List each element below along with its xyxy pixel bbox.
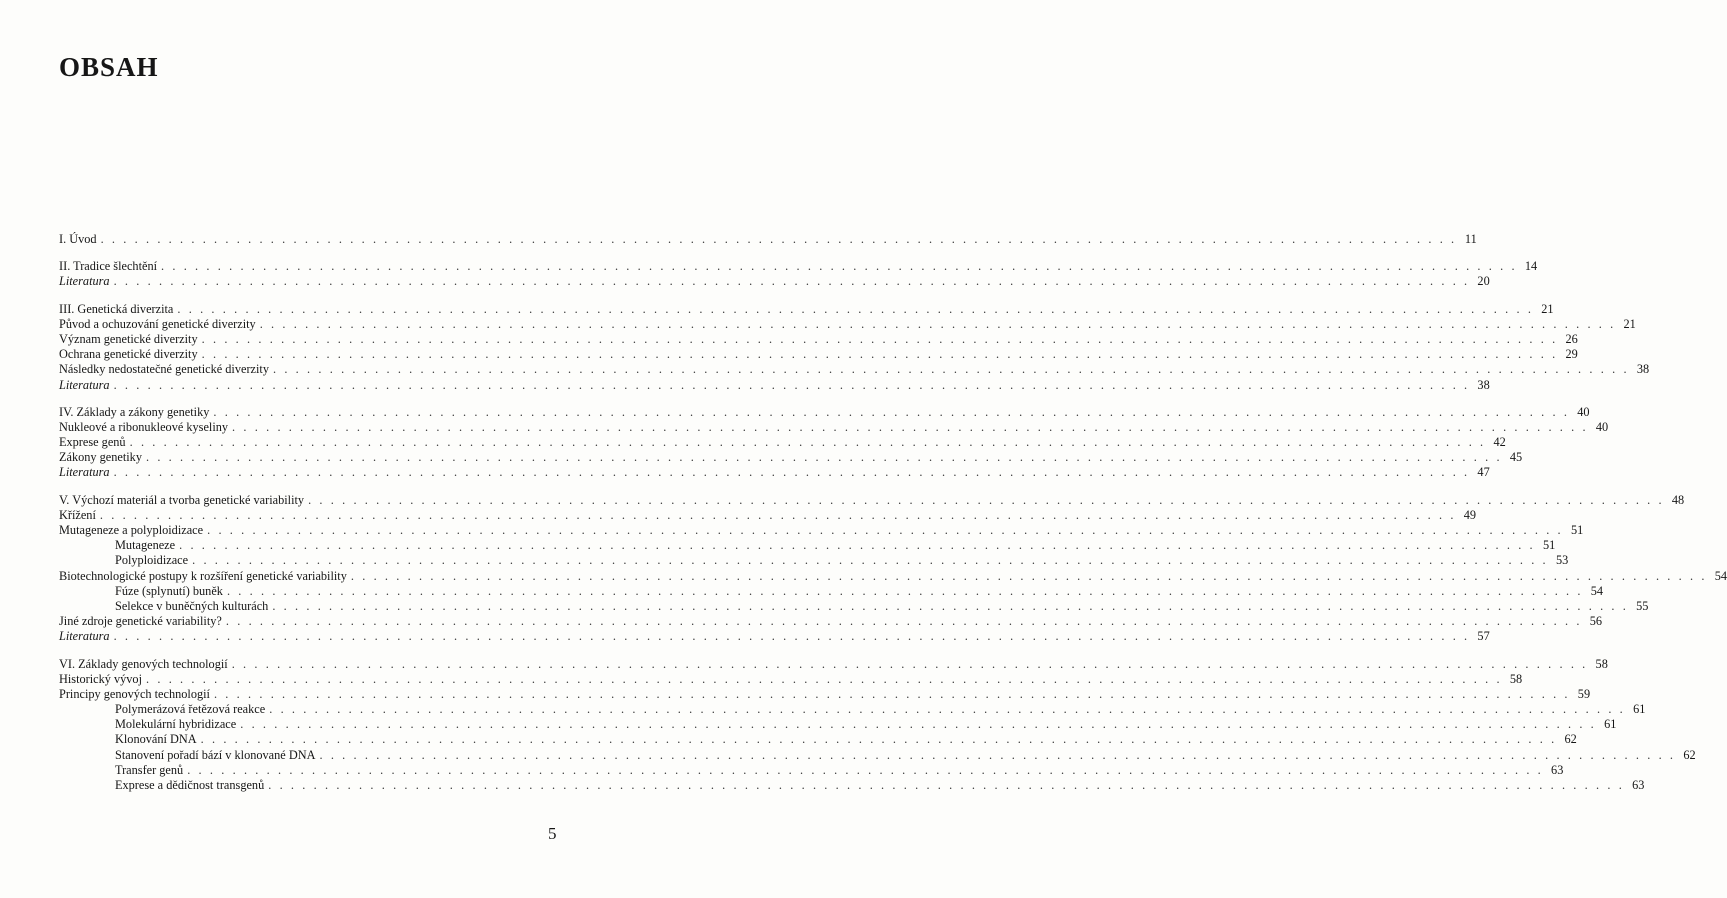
toc-entry-page: 53	[1555, 553, 1569, 568]
toc-entry-page: 62	[1683, 747, 1696, 762]
dot-leader: . . . . . . . . . . . . . . . . . . . . . . . . . . . . . . . . . . . . . . . . . . . . . . . . . . . . . . . . . . . . . . . . . . . . . . . . . . . . . . . . . . . . . . . . . . . . . . . . . . . . . . . . . . . . . . . . . . . . . . . .	[213, 686, 1571, 701]
toc-entry	[59, 568, 1727, 584]
toc-entry-page: 61	[1604, 717, 1617, 732]
toc-entry-label: Exprese a dědičnost transgenů	[115, 778, 265, 792]
dot-leader: . . . . . . . . . . . . . . . . . . . . . . . . . . . . . . . . . . . . . . . . . . . . . . . . . . . . . . . . . . . . . . . . . . . . . . . . . . . . . . . . . . . . . . . . . . . . . . . . . . . . . . . . . . . . . . . . . . . . . . . .	[272, 598, 1629, 613]
dot-leader: . . . . . . . . . . . . . . . . . . . . . . . . . . . . . . . . . . . . . . . . . . . . . . . . . . . . . . . . . . . . . . . . . . . . . . . . . . . . . . . . . . . . . . . . . . . . . . . . . . . . . . . . . . . . . . . . . . . . . . . .	[201, 331, 1558, 346]
dot-leader: . . . . . . . . . . . . . . . . . . . . . . . . . . . . . . . . . . . . . . . . . . . . . . . . . . . . . . . . . . . . . . . . . . . . . . . . . . . . . . . . . . . . . . . . . . . . . . . . . . . . . . . . . . . . . . . . . . . . . . . .	[268, 778, 1625, 792]
dot-leader: . . . . . . . . . . . . . . . . . . . . . . . . . . . . . . . . . . . . . . . . . . . . . . . . . . . . . . . . . . . . . . . . . . . . . . . . . . . . . . . . . . . . . . . . . . . . . . . . . . . . . . . . . . . . . . . . . . . . . . . .	[319, 747, 1676, 762]
toc-entry	[59, 656, 1608, 672]
toc-entry-label: Polymerázová řetězová reakce	[115, 702, 266, 717]
toc-entry	[59, 492, 1685, 508]
dot-leader: . . . . . . . . . . . . . . . . . . . . . . . . . . . . . . . . . . . . . . . . . . . . . . . . . . . . . . . . . . . . . . . . . . . . . . . . . . . . . . . . . . . . . . . . . . . . . . . . . . . . . . . . . . . . . . . . . . . . . . . .	[200, 732, 1557, 747]
toc-entry-label: Původ a ochuzování genetické diverzity	[59, 316, 256, 331]
toc-entry	[59, 583, 1604, 599]
toc-entry-page: 38	[1477, 377, 1490, 392]
toc-entry	[59, 377, 1490, 393]
dot-leader: . . . . . . . . . . . . . . . . . . . . . . . . . . . . . . . . . . . . . . . . . . . . . . . . . . . . . . . . . . . . . . . . . . . . . . . . . . . . . . . . . . . . . . . . . . . . . . . . . . . . . . . . . . . . . . . . . . . . . . . .	[269, 702, 1626, 717]
dot-leader: . . . . . . . . . . . . . . . . . . . . . . . . . . . . . . . . . . . . . . . . . . . . . . . . . . . . . . . . . . . . . . . . . . . . . . . . . . . . . . . . . . . . . . . . . . . . . . . . . . . . . . . . . . . . . . . . . . . . . . . .	[161, 259, 1518, 274]
toc-entry-label: Nukleové a ribonukleové kyseliny	[59, 419, 229, 434]
toc-entry	[59, 301, 1554, 317]
dot-leader: . . . . . . . . . . . . . . . . . . . . . . . . . . . . . . . . . . . . . . . . . . . . . . . . . . . . . . . . . . . . . . . . . . . . . . . . . . . . . . . . . . . . . . . . . . . . . . . . . . . . . . . . . . . . . . . . . . . . . . . .	[100, 232, 1457, 246]
toc-entry-page: 57	[1477, 629, 1490, 644]
dot-leader: . . . . . . . . . . . . . . . . . . . . . . . . . . . . . . . . . . . . . . . . . . . . . . . . . . . . . . . . . . . . . . . . . . . . . . . . . . . . . . . . . . . . . . . . . . . . . . . . . . . . . . . . . . . . . . . . . . . . . . . .	[145, 450, 1503, 465]
toc-entry-page: 49	[1463, 507, 1477, 522]
toc-entry-label: Molekulární hybridizace	[115, 717, 237, 732]
toc-section	[59, 259, 1538, 289]
toc-entry-label: Křížení	[59, 507, 96, 522]
toc-entry-label: Mutageneze	[115, 538, 176, 553]
toc-entry	[59, 614, 1603, 629]
toc-entry-label: I. Úvod	[59, 232, 97, 246]
toc-entry-label: Stanovení pořadí bází v klonované DNA	[115, 747, 316, 762]
dot-leader: . . . . . . . . . . . . . . . . . . . . . . . . . . . . . . . . . . . . . . . . . . . . . . . . . . . . . . . . . . . . . . . . . . . . . . . . . . . . . . . . . . . . . . . . . . . . . . . . . . . . . . . . . . . . . . . . . . . . . . . .	[350, 568, 1708, 583]
toc-entry-label: Literatura	[59, 377, 110, 392]
toc-entry	[59, 702, 1646, 717]
toc-entry-label: Následky nedostatečné genetické diverzity	[59, 362, 269, 377]
toc-entry-label: Literatura	[59, 465, 110, 480]
toc-entry	[59, 331, 1578, 347]
toc-entry	[59, 629, 1490, 644]
dot-leader: . . . . . . . . . . . . . . . . . . . . . . . . . . . . . . . . . . . . . . . . . . . . . . . . . . . . . . . . . . . . . . . . . . . . . . . . . . . . . . . . . . . . . . . . . . . . . . . . . . . . . . . . . . . . . . . . . . . . . . . .	[225, 614, 1583, 629]
toc-entry	[59, 450, 1523, 465]
toc-entry-page: 21	[1623, 316, 1636, 331]
dot-leader: . . . . . . . . . . . . . . . . . . . . . . . . . . . . . . . . . . . . . . . . . . . . . . . . . . . . . . . . . . . . . . . . . . . . . . . . . . . . . . . . . . . . . . . . . . . . . . . . . . . . . . . . . . . . . . . . . . . . . . . .	[179, 538, 1536, 553]
toc-entry	[59, 598, 1649, 614]
dot-leader: . . . . . . . . . . . . . . . . . . . . . . . . . . . . . . . . . . . . . . . . . . . . . . . . . . . . . . . . . . . . . . . . . . . . . . . . . . . . . . . . . . . . . . . . . . . . . . . . . . . . . . . . . . . . . . . . . . . . . . . .	[177, 301, 1534, 316]
toc-section	[59, 656, 1696, 794]
toc-entry	[59, 507, 1477, 523]
toc-entry-label: II. Tradice šlechtění	[59, 259, 158, 274]
toc-entry	[59, 732, 1577, 747]
toc-entry-label: III. Genetická diverzita	[59, 301, 174, 316]
toc-entry-page: 62	[1564, 732, 1577, 747]
toc-section	[59, 301, 1650, 393]
dot-leader: . . . . . . . . . . . . . . . . . . . . . . . . . . . . . . . . . . . . . . . . . . . . . . . . . . . . . . . . . . . . . . . . . . . . . . . . . . . . . . . . . . . . . . . . . . . . . . . . . . . . . . . . . . . . . . . . . . . . . . . .	[226, 583, 1584, 598]
toc-entry	[59, 404, 1590, 420]
dot-leader: . . . . . . . . . . . . . . . . . . . . . . . . . . . . . . . . . . . . . . . . . . . . . . . . . . . . . . . . . . . . . . . . . . . . . . . . . . . . . . . . . . . . . . . . . . . . . . . . . . . . . . . . . . . . . . . . . . . . . . . .	[129, 435, 1486, 450]
toc-entry-label: Literatura	[59, 274, 110, 289]
toc-entry-page: 63	[1551, 762, 1564, 777]
dot-leader: . . . . . . . . . . . . . . . . . . . . . . . . . . . . . . . . . . . . . . . . . . . . . . . . . . . . . . . . . . . . . . . . . . . . . . . . . . . . . . . . . . . . . . . . . . . . . . . . . . . . . . . . . . . . . . . . . . . . . . . .	[308, 492, 1665, 507]
toc-section	[59, 492, 1727, 645]
toc-entry-label: Transfer genů	[115, 762, 184, 777]
toc-entry-label: Mutageneze a polyploidizace	[59, 523, 204, 537]
toc-entry	[59, 686, 1591, 702]
dot-leader: . . . . . . . . . . . . . . . . . . . . . . . . . . . . . . . . . . . . . . . . . . . . . . . . . . . . . . . . . . . . . . . . . . . . . . . . . . . . . . . . . . . . . . . . . . . . . . . . . . . . . . . . . . . . . . . . . . . . . . . .	[113, 629, 1470, 644]
page-number: 5	[548, 824, 557, 843]
toc-entry-label: Význam genetické diverzity	[59, 331, 198, 346]
dot-leader: . . . . . . . . . . . . . . . . . . . . . . . . . . . . . . . . . . . . . . . . . . . . . . . . . . . . . . . . . . . . . . . . . . . . . . . . . . . . . . . . . . . . . . . . . . . . . . . . . . . . . . . . . . . . . . . . . . . . . . . .	[232, 419, 1589, 434]
toc-entry-page: 48	[1671, 492, 1685, 507]
toc-entry-page: 61	[1633, 702, 1646, 717]
toc-entry-page: 20	[1477, 274, 1490, 289]
toc-entry	[59, 419, 1609, 435]
toc-entry-label: Polyploidizace	[115, 553, 189, 568]
toc-entry-page: 59	[1577, 686, 1591, 701]
dot-leader: . . . . . . . . . . . . . . . . . . . . . . . . . . . . . . . . . . . . . . . . . . . . . . . . . . . . . . . . . . . . . . . . . . . . . . . . . . . . . . . . . . . . . . . . . . . . . . . . . . . . . . . . . . . . . . . . . . . . . . . .	[187, 762, 1544, 777]
toc-entry-label: Exprese genů	[59, 435, 126, 450]
dot-leader: . . . . . . . . . . . . . . . . . . . . . . . . . . . . . . . . . . . . . . . . . . . . . . . . . . . . . . . . . . . . . . . . . . . . . . . . . . . . . . . . . . . . . . . . . . . . . . . . . . . . . . . . . . . . . . . . . . . . . . . .	[99, 507, 1457, 522]
toc-entry-page: 45	[1509, 450, 1523, 465]
toc-entry-page: 55	[1636, 598, 1649, 613]
toc-entry	[59, 538, 1556, 553]
toc-entry-label: Jiné zdroje genetické variability?	[59, 614, 222, 629]
toc-entry	[59, 316, 1636, 332]
dot-leader: . . . . . . . . . . . . . . . . . . . . . . . . . . . . . . . . . . . . . . . . . . . . . . . . . . . . . . . . . . . . . . . . . . . . . . . . . . . . . . . . . . . . . . . . . . . . . . . . . . . . . . . . . . . . . . . . . . . . . . . .	[207, 523, 1564, 537]
toc-entry-page: 63	[1632, 778, 1645, 792]
toc-entry-label: V. Výchozí materiál a tvorba genetické variability	[59, 492, 305, 507]
toc-entry	[59, 232, 1477, 247]
dot-leader: . . . . . . . . . . . . . . . . . . . . . . . . . . . . . . . . . . . . . . . . . . . . . . . . . . . . . . . . . . . . . . . . . . . . . . . . . . . . . . . . . . . . . . . . . . . . . . . . . . . . . . . . . . . . . . . . . . . . . . . .	[240, 717, 1597, 732]
toc-entry-page: 54	[1590, 583, 1604, 598]
toc-entry	[59, 435, 1506, 450]
toc-entry-page: 56	[1589, 614, 1603, 629]
toc-entry	[59, 465, 1490, 480]
toc-entry	[59, 362, 1650, 377]
toc-entry	[59, 747, 1696, 763]
page-title: OBSAH	[59, 52, 159, 82]
toc-entry-page: 21	[1541, 301, 1554, 316]
toc-section	[59, 232, 1477, 247]
toc-entry-page: 26	[1565, 331, 1578, 346]
toc-entry-label: Selekce v buněčných kulturách	[115, 598, 269, 613]
toc-entry-page: 38	[1636, 362, 1650, 377]
toc-entry	[59, 274, 1490, 289]
table-of-contents	[59, 232, 1727, 805]
dot-leader: . . . . . . . . . . . . . . . . . . . . . . . . . . . . . . . . . . . . . . . . . . . . . . . . . . . . . . . . . . . . . . . . . . . . . . . . . . . . . . . . . . . . . . . . . . . . . . . . . . . . . . . . . . . . . . . . . . . . . . . .	[231, 656, 1588, 671]
toc-entry-page: 14	[1524, 259, 1538, 274]
dot-leader: . . . . . . . . . . . . . . . . . . . . . . . . . . . . . . . . . . . . . . . . . . . . . . . . . . . . . . . . . . . . . . . . . . . . . . . . . . . . . . . . . . . . . . . . . . . . . . . . . . . . . . . . . . . . . . . . . . . . . . . .	[113, 274, 1470, 289]
toc-entry-label: Principy genových technologií	[59, 686, 210, 701]
dot-leader: . . . . . . . . . . . . . . . . . . . . . . . . . . . . . . . . . . . . . . . . . . . . . . . . . . . . . . . . . . . . . . . . . . . . . . . . . . . . . . . . . . . . . . . . . . . . . . . . . . . . . . . . . . . . . . . . . . . . . . . .	[213, 404, 1570, 419]
dot-leader: . . . . . . . . . . . . . . . . . . . . . . . . . . . . . . . . . . . . . . . . . . . . . . . . . . . . . . . . . . . . . . . . . . . . . . . . . . . . . . . . . . . . . . . . . . . . . . . . . . . . . . . . . . . . . . . . . . . . . . . .	[192, 553, 1549, 568]
toc-entry-page: 40	[1595, 419, 1609, 434]
toc-section	[59, 404, 1609, 481]
dot-leader: . . . . . . . . . . . . . . . . . . . . . . . . . . . . . . . . . . . . . . . . . . . . . . . . . . . . . . . . . . . . . . . . . . . . . . . . . . . . . . . . . . . . . . . . . . . . . . . . . . . . . . . . . . . . . . . . . . . . . . . .	[113, 377, 1470, 392]
toc-entry	[59, 671, 1523, 687]
toc-entry-label: Klonování DNA	[115, 732, 197, 747]
toc-entry-page: 58	[1509, 671, 1523, 686]
toc-entry-page: 51	[1570, 523, 1584, 537]
toc-entry	[59, 553, 1569, 568]
toc-entry-page: 58	[1595, 656, 1608, 671]
dot-leader: . . . . . . . . . . . . . . . . . . . . . . . . . . . . . . . . . . . . . . . . . . . . . . . . . . . . . . . . . . . . . . . . . . . . . . . . . . . . . . . . . . . . . . . . . . . . . . . . . . . . . . . . . . . . . . . . . . . . . . . .	[146, 671, 1503, 686]
toc-entry-page: 47	[1477, 465, 1490, 480]
dot-leader: . . . . . . . . . . . . . . . . . . . . . . . . . . . . . . . . . . . . . . . . . . . . . . . . . . . . . . . . . . . . . . . . . . . . . . . . . . . . . . . . . . . . . . . . . . . . . . . . . . . . . . . . . . . . . . . . . . . . . . . .	[113, 465, 1470, 480]
toc-entry-label: Literatura	[59, 629, 110, 644]
toc-entry-label: IV. Základy a zákony genetiky	[59, 404, 210, 419]
toc-entry-page: 51	[1542, 538, 1556, 553]
toc-entry-page: 40	[1577, 404, 1590, 419]
toc-entry-label: Ochrana genetické diverzity	[59, 347, 198, 362]
toc-entry-label: Historický vývoj	[59, 671, 142, 686]
toc-entry	[59, 778, 1645, 793]
toc-entry	[59, 259, 1538, 274]
toc-entry	[59, 762, 1564, 778]
toc-entry-page: 29	[1565, 347, 1578, 362]
dot-leader: . . . . . . . . . . . . . . . . . . . . . . . . . . . . . . . . . . . . . . . . . . . . . . . . . . . . . . . . . . . . . . . . . . . . . . . . . . . . . . . . . . . . . . . . . . . . . . . . . . . . . . . . . . . . . . . . . . . . . . . .	[201, 347, 1558, 362]
toc-entry-label: Biotechnologické postupy k rozšíření genetické variability	[59, 568, 347, 583]
toc-entry	[59, 523, 1584, 538]
toc-entry-label: Fúze (splynutí) buněk	[115, 583, 223, 598]
toc-entry-page: 11	[1464, 232, 1477, 246]
toc-entry-page: 42	[1493, 435, 1506, 450]
dot-leader: . . . . . . . . . . . . . . . . . . . . . . . . . . . . . . . . . . . . . . . . . . . . . . . . . . . . . . . . . . . . . . . . . . . . . . . . . . . . . . . . . . . . . . . . . . . . . . . . . . . . . . . . . . . . . . . . . . . . . . . .	[259, 316, 1616, 331]
toc-entry-page: 54	[1714, 568, 1727, 583]
toc-entry-label: VI. Základy genových technologií	[59, 656, 228, 671]
toc-entry-label: Zákony genetiky	[59, 450, 142, 465]
toc-entry	[59, 717, 1617, 732]
dot-leader: . . . . . . . . . . . . . . . . . . . . . . . . . . . . . . . . . . . . . . . . . . . . . . . . . . . . . . . . . . . . . . . . . . . . . . . . . . . . . . . . . . . . . . . . . . . . . . . . . . . . . . . . . . . . . . . . . . . . . . . .	[272, 362, 1630, 377]
toc-entry	[59, 347, 1578, 362]
